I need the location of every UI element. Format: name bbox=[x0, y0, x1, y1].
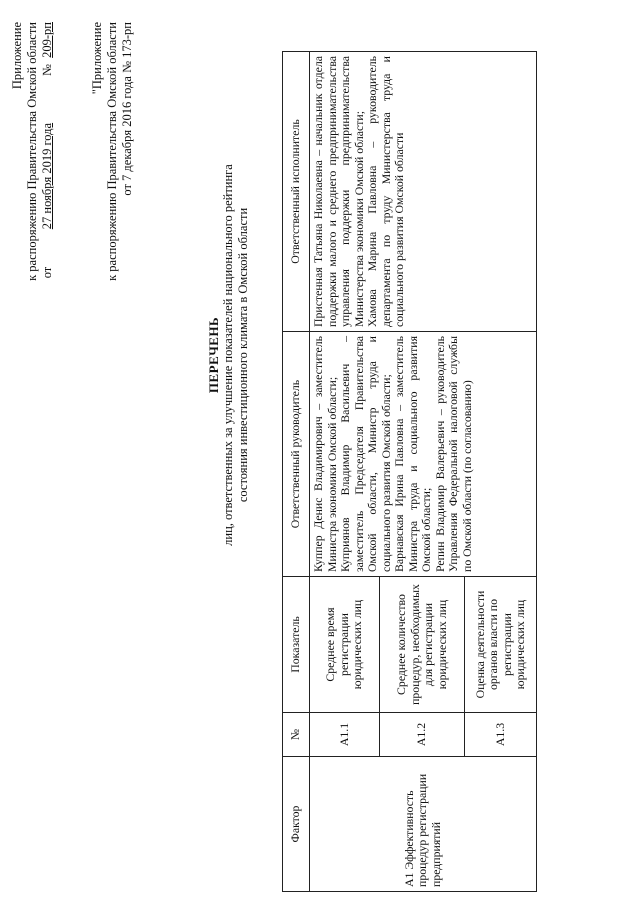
appendix-number: 209-рп bbox=[40, 22, 54, 58]
header-responsible-exec: Ответственный исполнитель bbox=[283, 52, 310, 332]
prior-title: "Приложение bbox=[90, 22, 104, 95]
appendix-title: Приложение bbox=[10, 22, 24, 90]
document-subtitle-2: состояния инвестиционного климата в Омской области bbox=[236, 207, 250, 503]
row-indicator: Оценка деятельности органов власти по регистрации юридических лиц bbox=[465, 577, 537, 713]
header-num: № bbox=[283, 713, 310, 757]
header-factor: Фактор bbox=[283, 757, 310, 892]
document-title: ПЕРЕЧЕНЬ bbox=[206, 316, 221, 394]
prior-line3: от 7 декабря 2016 года № 173-рп bbox=[120, 22, 134, 196]
table-row bbox=[310, 52, 380, 892]
appendix-line2: к распоряжению Правительства Омской области bbox=[25, 22, 39, 281]
row-num: А1.3 bbox=[465, 713, 537, 757]
responsible-table bbox=[282, 51, 537, 892]
exec-person: Хамова Марина Павловна – руководитель департамента по труду Министерства труда и социального развития Омской области bbox=[365, 56, 406, 327]
head-person: Варнавская Ирина Павловна – заместитель Министра труда и социального развития Омской области; bbox=[392, 336, 433, 572]
table-header-row bbox=[283, 52, 310, 892]
factor-cell: А1 Эффективность процедур регистрации предприятий bbox=[310, 757, 537, 892]
document-subtitle-1: лиц, ответственных за улучшение показателей национального рейтинга bbox=[221, 164, 235, 546]
row-num: А1.1 bbox=[310, 713, 380, 757]
prior-appendix-header bbox=[90, 22, 135, 482]
row-indicator: Среднее время регистрации юридических лиц bbox=[310, 577, 380, 713]
appendix-date: 27 ноября 2019 года bbox=[40, 122, 54, 230]
prior-line2: к распоряжению Правительства Омской области bbox=[105, 22, 119, 281]
exec-person: Пристенная Татьяна Николаевна – начальник отдела поддержки малого и среднего предпринимательства управления поддержки предпринимательства Министерства экономики Омской области; bbox=[311, 56, 366, 327]
row-indicator: Среднее количество процедур, необходимых для регистрации юридических лиц bbox=[380, 577, 465, 713]
appendix-date-line: от 27 ноября 2019 года № 209-рп bbox=[40, 22, 54, 279]
row-num: А1.2 bbox=[380, 713, 465, 757]
document-title-block bbox=[206, 75, 251, 635]
head-person: Куппер Денис Владимирович – заместитель Министра экономики Омской области; bbox=[311, 336, 339, 572]
responsible-head-cell bbox=[310, 332, 537, 577]
head-person: Куприянов Владимир Васильевич – заместитель Председателя Правительства Омской области, Министр труда и социального развития Омской области; bbox=[338, 336, 393, 572]
appendix-header bbox=[10, 22, 55, 482]
responsible-exec-cell bbox=[310, 52, 537, 332]
header-indicator: Показатель bbox=[283, 577, 310, 713]
header-responsible-head: Ответственный руководитель bbox=[283, 332, 310, 577]
head-person: Репин Владимир Валерьевич – руководитель Управления Федеральной налоговой службы по Омской области (по согласованию) bbox=[432, 336, 474, 572]
